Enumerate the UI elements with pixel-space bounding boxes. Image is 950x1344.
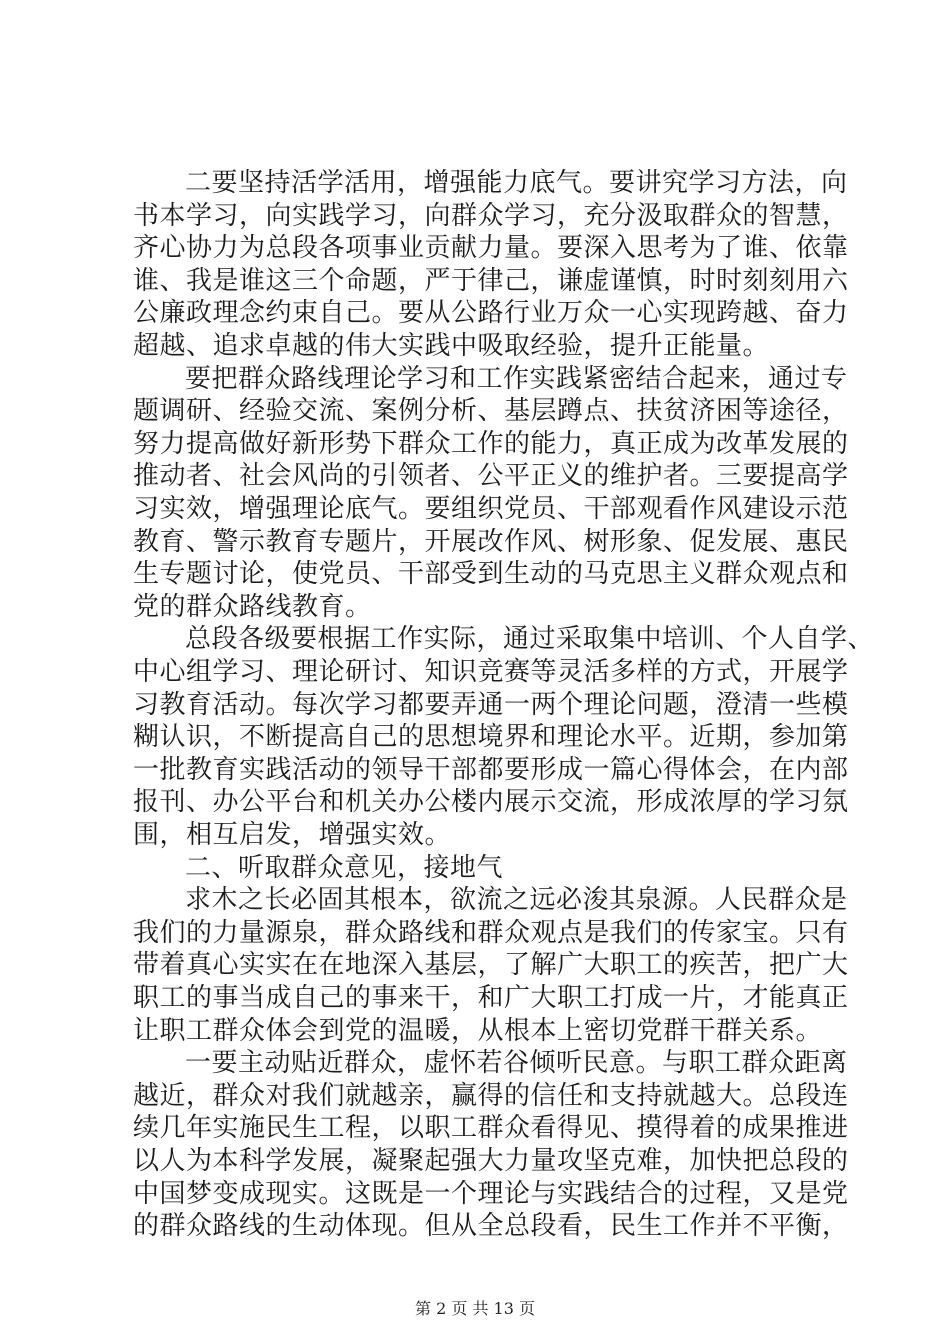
text-line: 公廉政理念约束自己。要从公路行业万众一心实现跨越、奋力 [133,298,849,328]
text-line: 的群众路线的生动体现。但从全总段看，民生工作并不平衡， [133,1211,849,1241]
text-line: 让职工群众体会到党的温暖，从根本上密切党群干群关系。 [133,1016,823,1046]
text-line: 我们的力量源泉，群众路线和群众观点是我们的传家宝。只有 [133,918,849,948]
text-line: 中国梦变成现实。这既是一个理论与实践结合的过程，又是党 [133,1179,849,1209]
text-line: 书本学习，向实践学习，向群众学习，充分汲取群众的智慧， [133,201,849,231]
text-line: 党的群众路线教育。 [133,592,372,622]
text-line: 齐心协力为总段各项事业贡献力量。要深入思考为了谁、依靠 [133,233,849,263]
text-line: 一要主动贴近群众，虚怀若谷倾听民意。与职工群众距离 [185,1048,848,1078]
text-line: 求木之长必固其根本，欲流之远必浚其泉源。人民群众是 [185,885,848,915]
text-line: 以人为本科学发展，凝聚起强大力量攻坚克难，加快把总段的 [133,1146,849,1176]
text-line: 要把群众路线理论学习和工作实践紧密结合起来，通过专 [185,364,848,394]
text-line: 总段各级要根据工作实际，通过采取集中培训、个人自学、 [185,624,875,654]
text-line: 生专题讨论，使党员、干部受到生动的马克思主义群众观点和 [133,559,849,589]
text-line: 超越、追求卓越的伟大实践中吸取经验，提升正能量。 [133,331,770,361]
text-line: 推动者、社会风尚的引领者、公平正义的维护者。三要提高学 [133,461,849,491]
text-line: 习实效，增强理论底气。要组织党员、干部观看作风建设示范 [133,494,849,524]
section-heading: 二、听取群众意见，接地气 [185,853,504,883]
text-line: 教育、警示教育专题片，开展改作风、树形象、促发展、惠民 [133,527,849,557]
text-line: 糊认识，不断提高自己的思想境界和理论水平。近期，参加第 [133,722,849,752]
text-line: 习教育活动。每次学习都要弄通一两个理论问题，澄清一些模 [133,690,849,720]
text-line: 报刊、办公平台和机关办公楼内展示交流，形成浓厚的学习氛 [133,787,849,817]
text-line: 带着真心实实在在地深入基层，了解广大职工的疾苦，把广大 [133,950,849,980]
text-line: 围，相互启发，增强实效。 [133,820,452,850]
text-line: 谁、我是谁这三个命题，严于律己，谦虚谨慎，时时刻刻用六 [133,266,849,296]
text-line: 题调研、经验交流、案例分析、基层蹲点、扶贫济困等途径， [133,396,849,426]
text-line: 二要坚持活学活用，增强能力底气。要讲究学习方法，向 [185,168,848,198]
text-line: 职工的事当成自己的事来干，和广大职工打成一片，才能真正 [133,983,849,1013]
text-line: 一批教育实践活动的领导干部都要形成一篇心得体会，在内部 [133,755,849,785]
text-line: 努力提高做好新形势下群众工作的能力，真正成为改革发展的 [133,429,849,459]
text-line: 中心组学习、理论研讨、知识竞赛等灵活多样的方式，开展学 [133,657,849,687]
text-line: 越近，群众对我们就越亲，赢得的信任和支持就越大。总段连 [133,1081,849,1111]
page-number-footer: 第 2 页 共 13 页 [415,1299,535,1318]
text-line: 续几年实施民生工程，以职工群众看得见、摸得着的成果推进 [133,1113,849,1143]
